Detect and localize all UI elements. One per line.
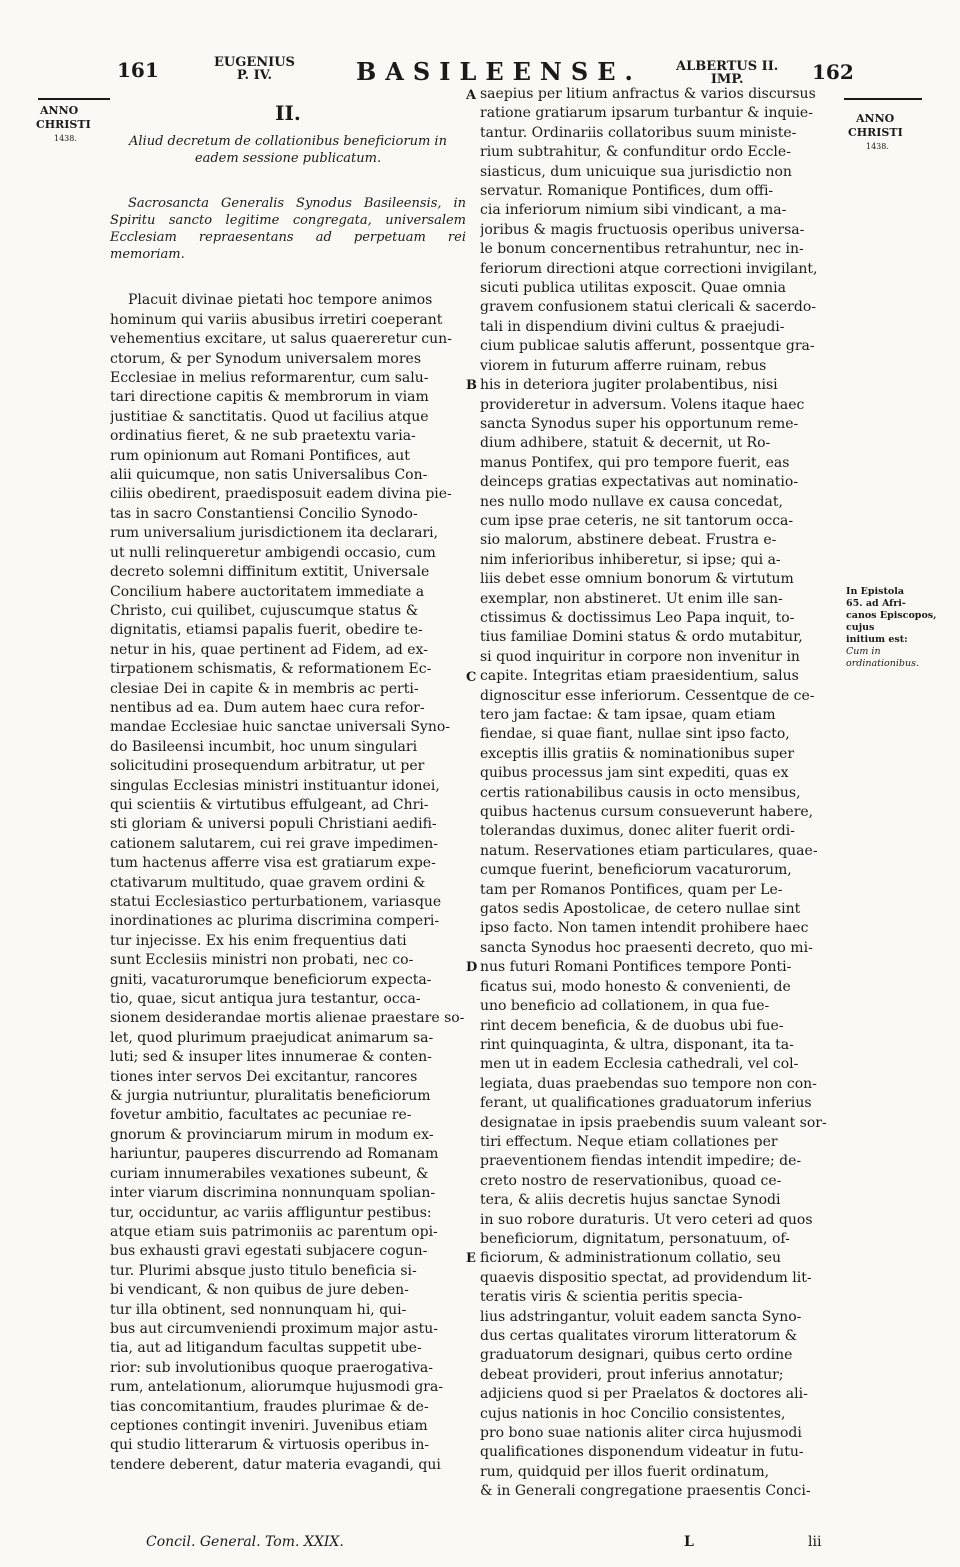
text-line: rint quinquaginta, & ultra, disponant, ita ta- [480,1036,794,1053]
text-line: clesiae Dei in capite & in membris ac perti- [110,680,419,697]
text-line: ferant, ut qualificationes graduatorum inferius [480,1095,812,1112]
text-line: praeventionem fiendas intendit impedire; de- [480,1153,802,1170]
text-line: rum, quidquid per illos fuerit ordinatum, [480,1463,770,1480]
text-line: cationem salutarem, cui rei grave impedimen- [110,835,438,852]
text-line: vehementius excitare, ut salus quaereretur cun- [110,331,452,348]
column-left [110,101,466,1475]
text-line: joribus & magis fructuosis operibus universa- [480,221,805,238]
text-line: gniti, vacaturorumque beneficiorum expecta- [110,971,432,988]
right-margin-rule [844,98,922,100]
text-line: mandae Ecclesiae huic sanctae universali Syno- [110,719,450,736]
text-line: cujus nationis in hoc Concilio consistentes, [480,1405,786,1422]
text-line: justitiae & sanctitatis. Quod ut facilius atque [110,408,429,425]
text-line: alii quicumque, non satis Universalibus Con- [110,467,428,484]
section-letter-e: E [466,1251,476,1266]
text-line: inordinationes ac plurima discrimina comperi- [110,913,440,930]
text-line: graduatorum designari, quibus certo ordine [480,1347,793,1364]
text-line: cumque fuerint, beneficiorum vacaturorum, [480,862,792,879]
text-line: tio, quae, sicut antiqua jura testantur, occa- [110,991,421,1008]
text-line: manus Pontifex, qui pro tempore fuerit, eas [480,454,790,471]
text-line: tius familiae Domini status & ordo mutabitur, [480,629,803,646]
section-heading: II. [275,101,301,125]
text-line: uno beneficio ad collationem, in qua fue- [480,998,770,1015]
text-line: servatur. Romanique Pontifices, dum offi- [480,183,774,200]
text-line: exceptis illis gratiis & nominationibus super [480,745,795,762]
text-line: sicuti publica utilitas exposcit. Quae omnia [480,280,787,297]
text-line: tero jam factae: & tam ipsae, quam etiam [480,707,776,723]
text-line: exemplar, non abstineret. Ut enim ille san- [480,590,783,607]
decree-text-right [480,85,838,1502]
text-line: tur illa obtinent, sed nonnunquam hi, qui- [110,1301,407,1318]
text-line: dium adhibere, statuit & decernit, ut Ro- [480,435,771,452]
text-line: liis debet esse omnium bonorum & virtutum [480,571,794,588]
text-line: gravem confusionem statui clericali & sacerdo- [480,299,816,316]
text-line: qui scientiis & virtutibus effulgeant, ad Chri- [110,796,429,813]
text-line: ficiorum, & administrationum collatio, seu [480,1250,782,1267]
text-line: let, quod plurimum praejudicat animarum sa- [110,1029,434,1046]
text-line: cum ipse prae ceteris, ne sit tantorum occa- [480,512,794,529]
text-line: hariuntur, pauperes discurrendo ad Romanam [110,1146,439,1163]
text-line: legiata, duas praebendas suo tempore non con- [480,1075,817,1092]
text-line: quibus hactenus cursum consueverunt habere, [480,804,814,821]
text-line: si quod inquiritur in corpore non invenitur in [480,648,800,665]
text-line: sunt Ecclesiis ministri non probati, nec co- [110,952,414,969]
text-line: decreto solemni diffinitum extitit, Universale [110,564,430,581]
left-runner-line1: EUGENIUS [214,55,295,70]
signature-mark: L [684,1534,694,1550]
text-line: Placuit divinae pietati hoc tempore animos [128,292,433,309]
page-title: BASILEENSE. [356,57,642,86]
text-line: tiones inter servos Dei excitantur, rancores [110,1068,418,1085]
text-line: atque etiam suis patrimoniis ac parentum opi- [110,1223,438,1240]
left-margin-year [36,104,91,146]
text-line: beneficiorum, dignitatum, personatuum, of- [480,1230,790,1247]
christi-label: CHRISTI [36,118,91,131]
text-line: tirpationem schismatis, & reformationem Ec- [110,661,432,678]
text-line: tendere deberent, datur materia evagandi, qui [110,1456,441,1473]
text-line: quaevis dispositio spectat, ad providendum lit- [480,1269,812,1286]
section-letter-d: D [466,960,478,975]
text-line: teratis viris & scientia peritis specia- [480,1289,743,1306]
text-line: adjiciens quod si per Praelatos & doctores ali- [480,1386,808,1403]
text-line: rum, antelationum, aliorumque hujusmodi gra- [110,1379,444,1396]
text-line: rint decem beneficia, & de duobus ubi fue- [480,1017,784,1034]
text-line: hominum qui variis abusibus irretiri coeperant [110,311,443,328]
text-line: designatae in ipsis praebendis suum valeant sor- [480,1114,827,1131]
text-line: capite. Integritas etiam praesidentium, salus [480,668,799,685]
text-line: do Basileensi incumbit, hoc unum singulari [110,738,418,755]
text-line: tiri effectum. Neque etiam collationes per [480,1133,778,1150]
text-line: qui studio litterarum & virtuosis operibus in- [110,1437,430,1454]
text-line: luti; sed & insuper lites innumerae & conten- [110,1049,432,1066]
text-line: ficatus sui, modo honesto & convenienti, de [480,978,791,995]
text-line: tur, occiduntur, ac variis affliguntur pestibus: [110,1204,432,1221]
text-line: curiam innumerabiles vexationes subeunt, & [110,1165,429,1182]
text-line: tantur. Ordinariis collatoribus suum ministe- [480,124,797,141]
text-line: men ut in eadem Ecclesia cathedrali, vel col- [480,1056,799,1073]
christi-label: CHRISTI [848,126,903,139]
text-line: sio malorum, abstinere debeat. Frustra e- [480,532,777,549]
text-line: dus certas qualitates virorum litteratorum & [480,1328,798,1344]
text-line: dignoscitur esse inferiorum. Cessentque de ce- [480,687,815,704]
anno-label: ANNO [856,112,895,125]
text-line: tam per Romanos Pontifices, quam per Le- [480,881,783,898]
text-line: singulas Ecclesias ministri instituantur idonei, [110,777,440,794]
text-line: provideretur in adversum. Volens itaque haec [480,396,805,413]
text-line: ctissimus & doctissimus Leo Papa inquit, to- [480,609,795,626]
text-line: statui Ecclesiastico perturbationem, variasque [110,894,442,910]
text-line: ctativarum multitudo, quae gravem ordini & [110,874,426,891]
text-line: siasticus, dum unicuique sua jurisdictio non [480,163,792,180]
text-line: lius adstringantur, voluit eadem sancta Syno- [480,1308,802,1325]
text-line: rum opinionum aut Romani Pontifices, aut [110,447,410,464]
text-line: natum. Reservationes etiam particulares, quae- [480,842,818,859]
text-line: nentibus ad ea. Dum autem haec cura refor- [110,699,425,716]
right-page-number: 162 [812,60,854,84]
right-runner-line1: ALBERTUS II. [676,59,779,74]
note-line4: initium est: [846,634,908,645]
decree-text-left [110,291,466,1475]
section-letter-b: B [466,378,477,393]
text-line: cia inferiorum nimium sibi vindicant, a ma- [480,202,787,219]
year-label: 1438. [54,134,77,143]
text-line: feriorum directioni atque correctioni invigilant, [480,260,818,277]
text-line: saepius per litium anfractus & varios discursus [480,86,816,102]
column-right [480,85,838,1502]
section-letter-c: C [466,670,477,685]
text-line: tias concomitantium, fraudes plurimae & de- [110,1398,429,1415]
text-line: ctorum, & per Synodum universalem mores [110,350,422,367]
text-line: tali in dispendium divini cultus & praejudi- [480,318,785,335]
anno-label: ANNO [40,104,79,117]
text-line: tia, aut ad litigandum facultas suppetit ube- [110,1340,422,1357]
text-line: quibus processus jam sint expediti, quas ex [480,765,789,782]
text-line: fovetur ambitio, facultates ac pecuniae re- [110,1107,412,1124]
text-line: Ecclesiae in melius reformarentur, cum salu- [110,370,429,387]
text-line: pro bono suae nationis aliter circa hujusmodi [480,1425,802,1442]
text-line: bus exhausti gravi egestati subjacere cogun- [110,1243,428,1260]
text-line: rum universalium jurisdictionem ita declarari, [110,525,439,542]
text-line: Concilium habere auctoritatem immediate a [110,583,425,600]
note-incipit: Cum in ordinationibus. [846,646,919,669]
text-line: tolerandas duximus, donec aliter fuerit ordi- [480,823,795,840]
text-line: solicitudini prosequendum arbitratur, ut per [110,758,425,775]
left-running-head [214,56,295,82]
text-line: sionem desiderandae mortis alienae praestare so- [110,1010,465,1027]
text-line: fiendae, si quae fiant, nullae sint ipso facto, [480,726,790,743]
left-runner-line2: P. IV. [236,68,273,83]
text-line: nus futuri Romani Pontifices tempore Ponti- [480,959,792,976]
left-page-number: 161 [117,58,159,82]
note-line2: 65. ad Afri- [846,598,906,609]
text-line: tas in sacro Constantiensi Concilio Synodo- [110,505,418,522]
text-line: qualificationes disponendum videatur in futu- [480,1444,804,1461]
text-line: rior: sub involutionibus quoque praerogativa- [110,1359,433,1376]
text-line: tera, & aliis decretis hujus sanctae Synodi [480,1192,781,1209]
text-line: sancta Synodus super his opportunum reme- [480,415,799,432]
margin-note-reference [846,586,946,670]
text-line: sti gloriam & universi populi Christiani aedifi- [110,816,437,833]
year-label: 1438. [866,142,889,151]
text-line: ratione gratiarum ipsarum turbantur & inquie- [480,105,813,122]
note-line1: In Epistola [846,586,904,597]
right-runner-line2: IMP. [710,72,744,87]
text-line: inter viarum discrimina nonnunquam spolian- [110,1185,436,1202]
text-line: ordinatius fieret, & ne sub praetextu varia- [110,428,416,445]
text-line: certis rationabilibus causis in octo mensibus, [480,784,801,801]
text-line: ipso facto. Non tamen intendit prohibere haec [480,920,809,937]
text-line: creto nostro de reservationibus, quoad ce- [480,1172,782,1189]
decree-subtitle: Aliud decretum de collationibus beneficiorum in eadem sessione publicatum. [129,134,447,167]
text-line: viorem in futurum afferre ruinam, rebus [480,357,767,374]
text-line: sancta Synodus hoc praesenti decreto, quo mi- [480,939,813,956]
text-line: bi vendicant, & non quibus de jure deben- [110,1282,409,1299]
section-letter-a: A [466,88,477,103]
left-margin-rule [38,98,110,100]
text-line: & jurgia nutriuntur, pluralitatis beneficiorum [110,1088,431,1105]
text-line: in suo robore duraturis. Ut vero ceteri ad quos [480,1211,813,1228]
decree-intro: Sacrosancta Generalis Synodus Basileensis, in Spiritu sancto legitime congregata, universalem Ecclesiam repraesentans ad perpetuam rei memoriam. [110,196,466,263]
right-running-head [676,60,778,86]
text-line: cium publicae salutis afferunt, possentque gra- [480,338,815,355]
text-line: tur injecisse. Ex his enim frequentius dati [110,932,407,949]
text-line: his in deteriora jugiter prolabentibus, nisi [480,377,778,394]
text-line: deinceps gratias expectativas aut nominatio- [480,474,799,491]
text-line: ut nulli relinqueretur ambigendi occasio, cum [110,544,436,561]
text-line: debeat provideri, prout inferius annotatur; [480,1366,784,1383]
text-line: tum hactenus afferre visa est gratiarum expe- [110,855,436,872]
text-line: le bonum concernentibus retrahuntur, nec in- [480,241,804,258]
text-line: tari directione capitis & membrorum in viam [110,389,429,406]
text-line: tur. Plurimi absque justo titulo beneficia si- [110,1262,417,1279]
right-margin-year [848,112,903,154]
text-line: rium subtrahitur, & confunditur ordo Eccle- [480,144,791,161]
text-line: gnorum & provinciarum mirum in modum ex- [110,1126,434,1143]
text-line: & in Generali congregatione praesentis Conci- [480,1483,811,1500]
text-line: gatos sedis Apostolicae, de cetero nullae sint [480,901,801,918]
text-line: dignitatis, etiamsi papalis fuerit, obedire te- [110,622,423,639]
text-line: nim inferioribus inhiberetur, si ipse; qui a- [480,551,781,568]
footer-reference: Concil. General. Tom. XXIX. [146,1534,344,1550]
text-line: netur in his, quae pertinent ad Fidem, ad ex- [110,641,428,658]
text-line: ciliis obedirent, praedisposuit eadem divina pie- [110,486,452,503]
note-line3: canos Episcopos, cujus [846,610,937,633]
catchword: lii [808,1534,822,1550]
text-line: nes nullo modo nullave ex causa concedat, [480,493,783,510]
text-line: bus aut circumveniendi proximum major astu- [110,1320,438,1337]
text-line: Christo, cui quilibet, cujuscumque status & [110,602,419,619]
text-line: ceptiones contingit inveniri. Juvenibus etiam [110,1417,428,1434]
